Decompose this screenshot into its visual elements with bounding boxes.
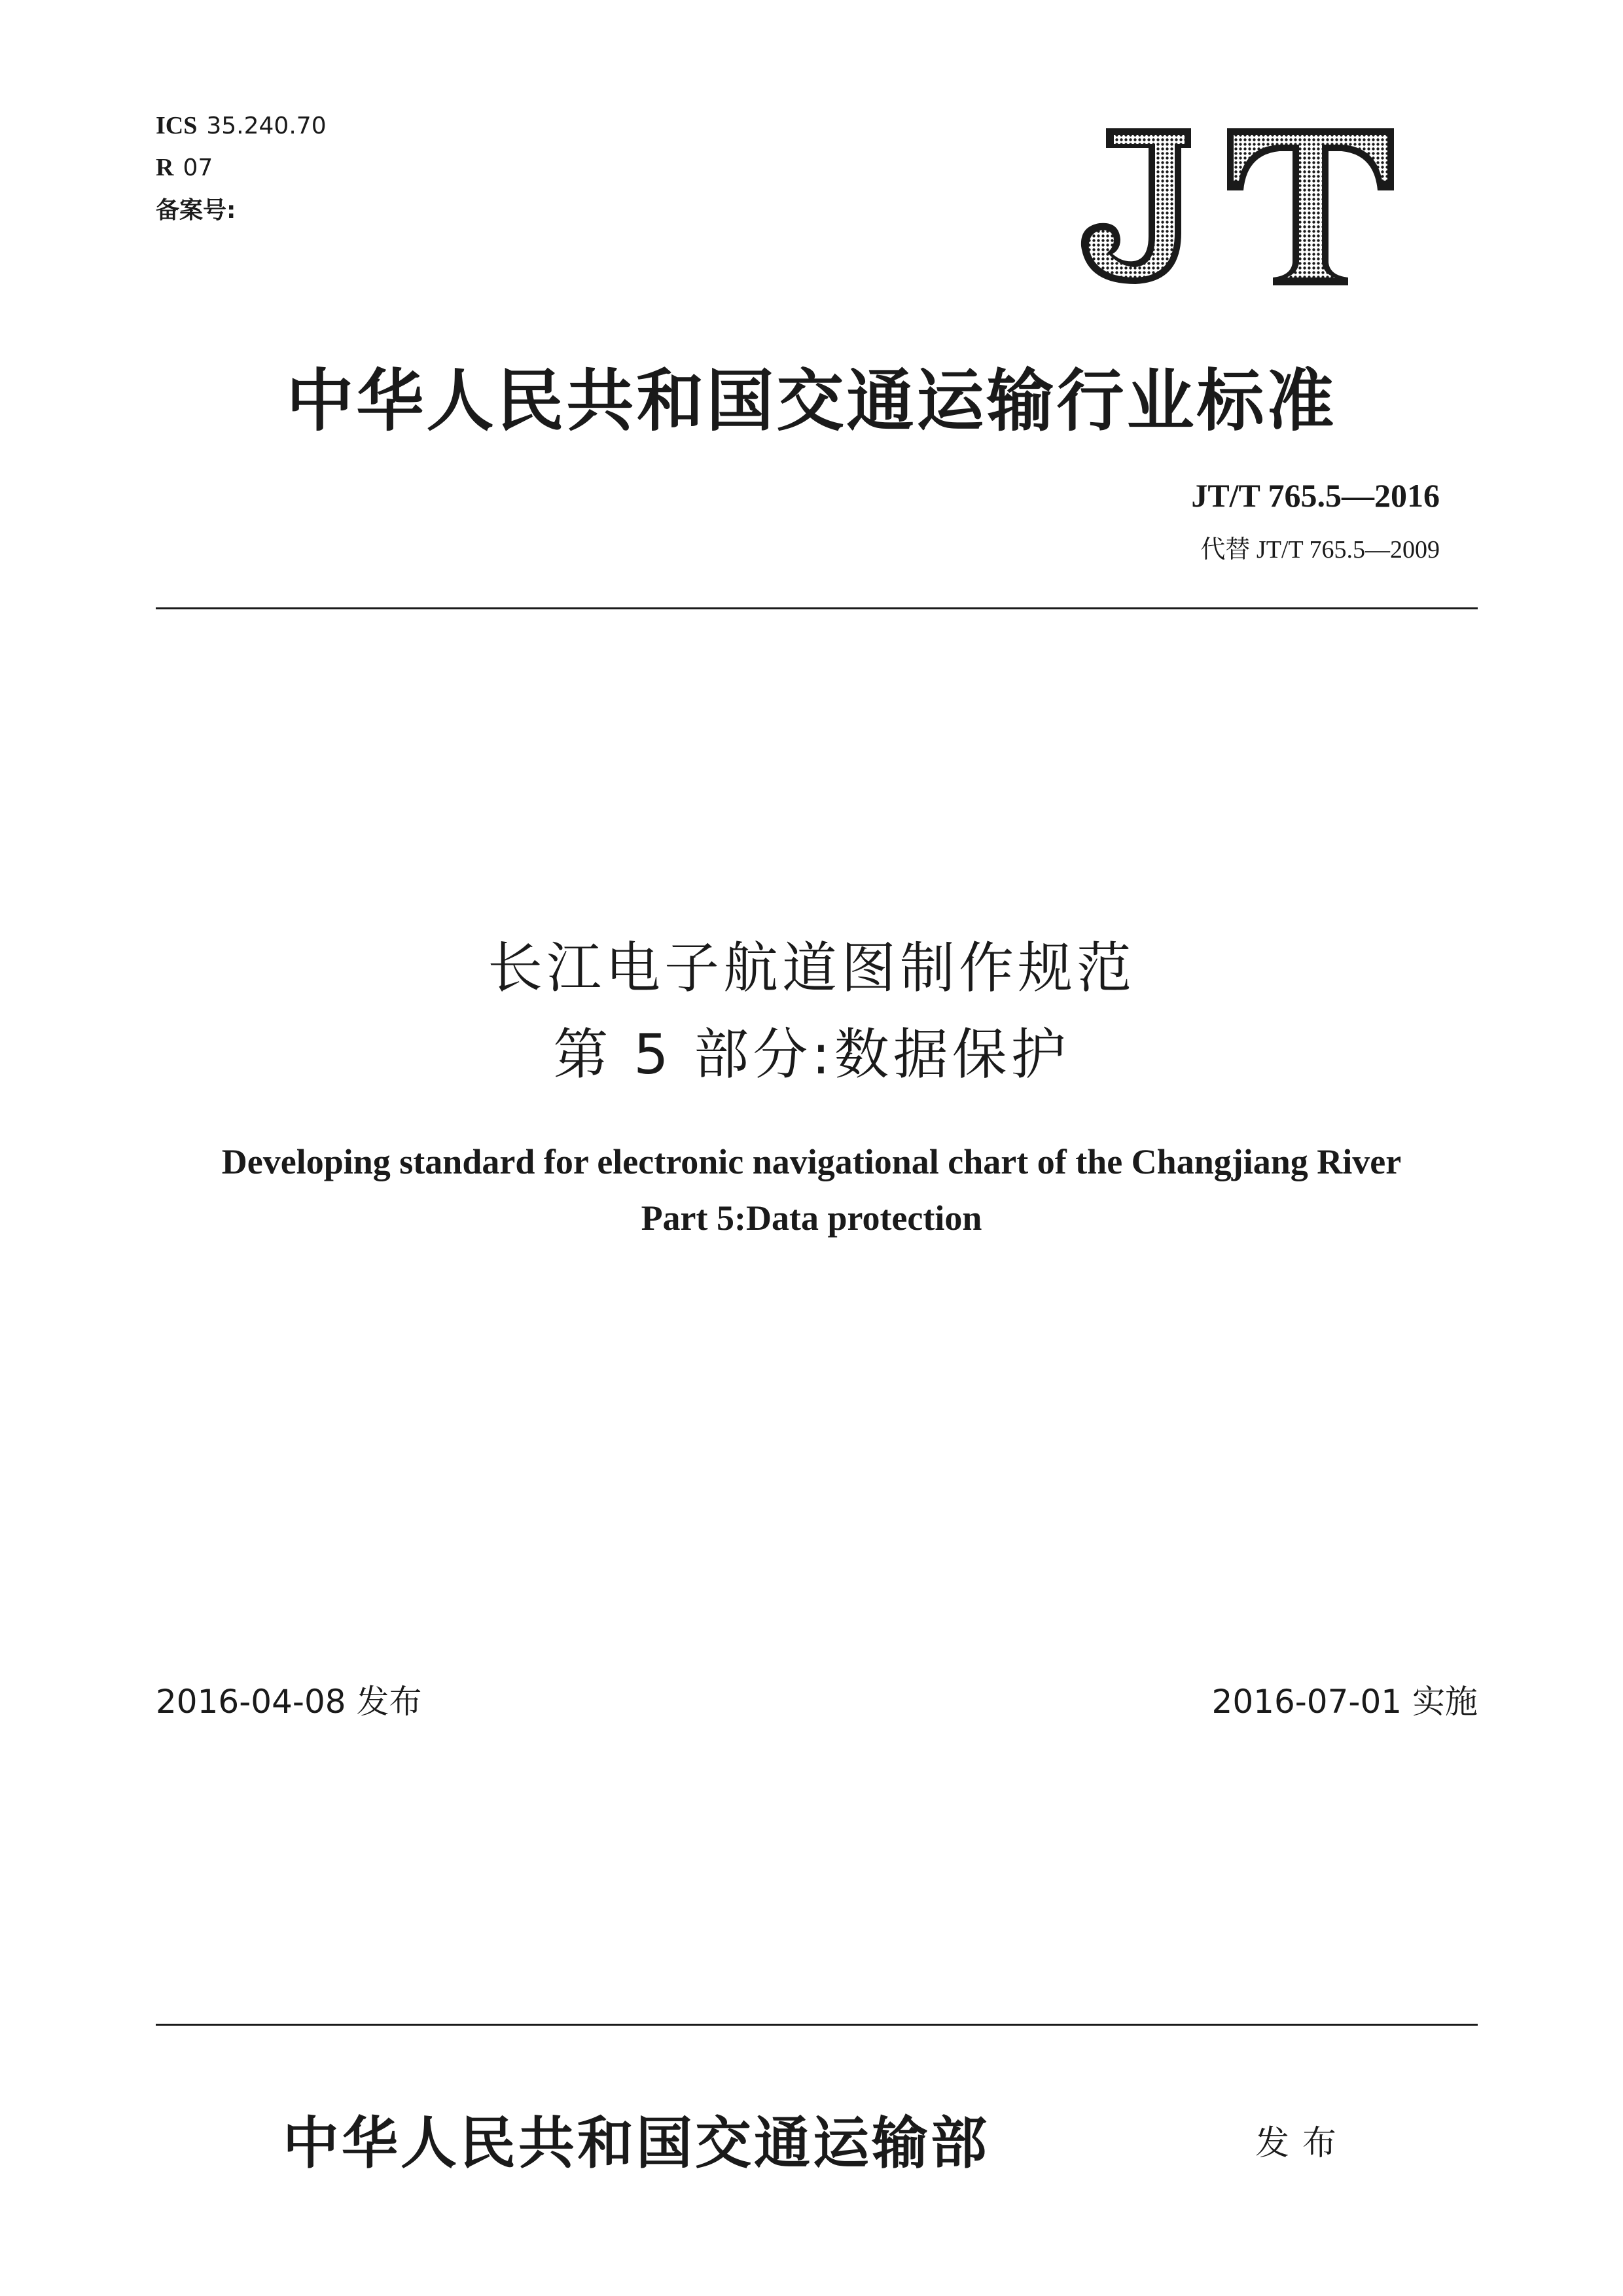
ccs-code [156,152,213,184]
ccs-label: R [156,154,174,181]
issue-date: 2016-04-08 发布 [156,1683,422,1721]
title-cn-line1: 长江电子航道图制作规范 [487,936,1135,1000]
top-divider [156,607,1478,609]
issuing-authority: 中华人民共和国交通运输部 [283,2111,990,2176]
logo-letter-t [1227,128,1394,285]
title-en-line1: Developing standard for electronic navigational chart of the Changjiang River [221,1142,1402,1181]
title-cn-line2: 第 5 部分:数据保护 [553,1022,1070,1086]
title-en-line2: Part 5:Data protection [641,1198,982,1238]
logo-letter-j [1081,128,1191,284]
bottom-divider [156,2024,1478,2026]
record-number-label: 备案号: [156,197,236,224]
standard-number: JT/T 765.5—2016 [1191,477,1440,514]
ccs-value: 07 [183,154,213,181]
effective-date: 2016-07-01 实施 [1211,1683,1478,1721]
ics-value: 35.240.70 [206,113,327,139]
issue-action: 发布 [1255,2124,1350,2163]
ics-code [156,110,327,142]
jt-logo [1073,128,1394,285]
replaced-standard: 代替 JT/T 765.5—2009 [1200,536,1440,564]
ics-label: ICS [156,112,198,139]
industry-standard-title: 中华人民共和国交通运输行业标准 [286,362,1337,440]
